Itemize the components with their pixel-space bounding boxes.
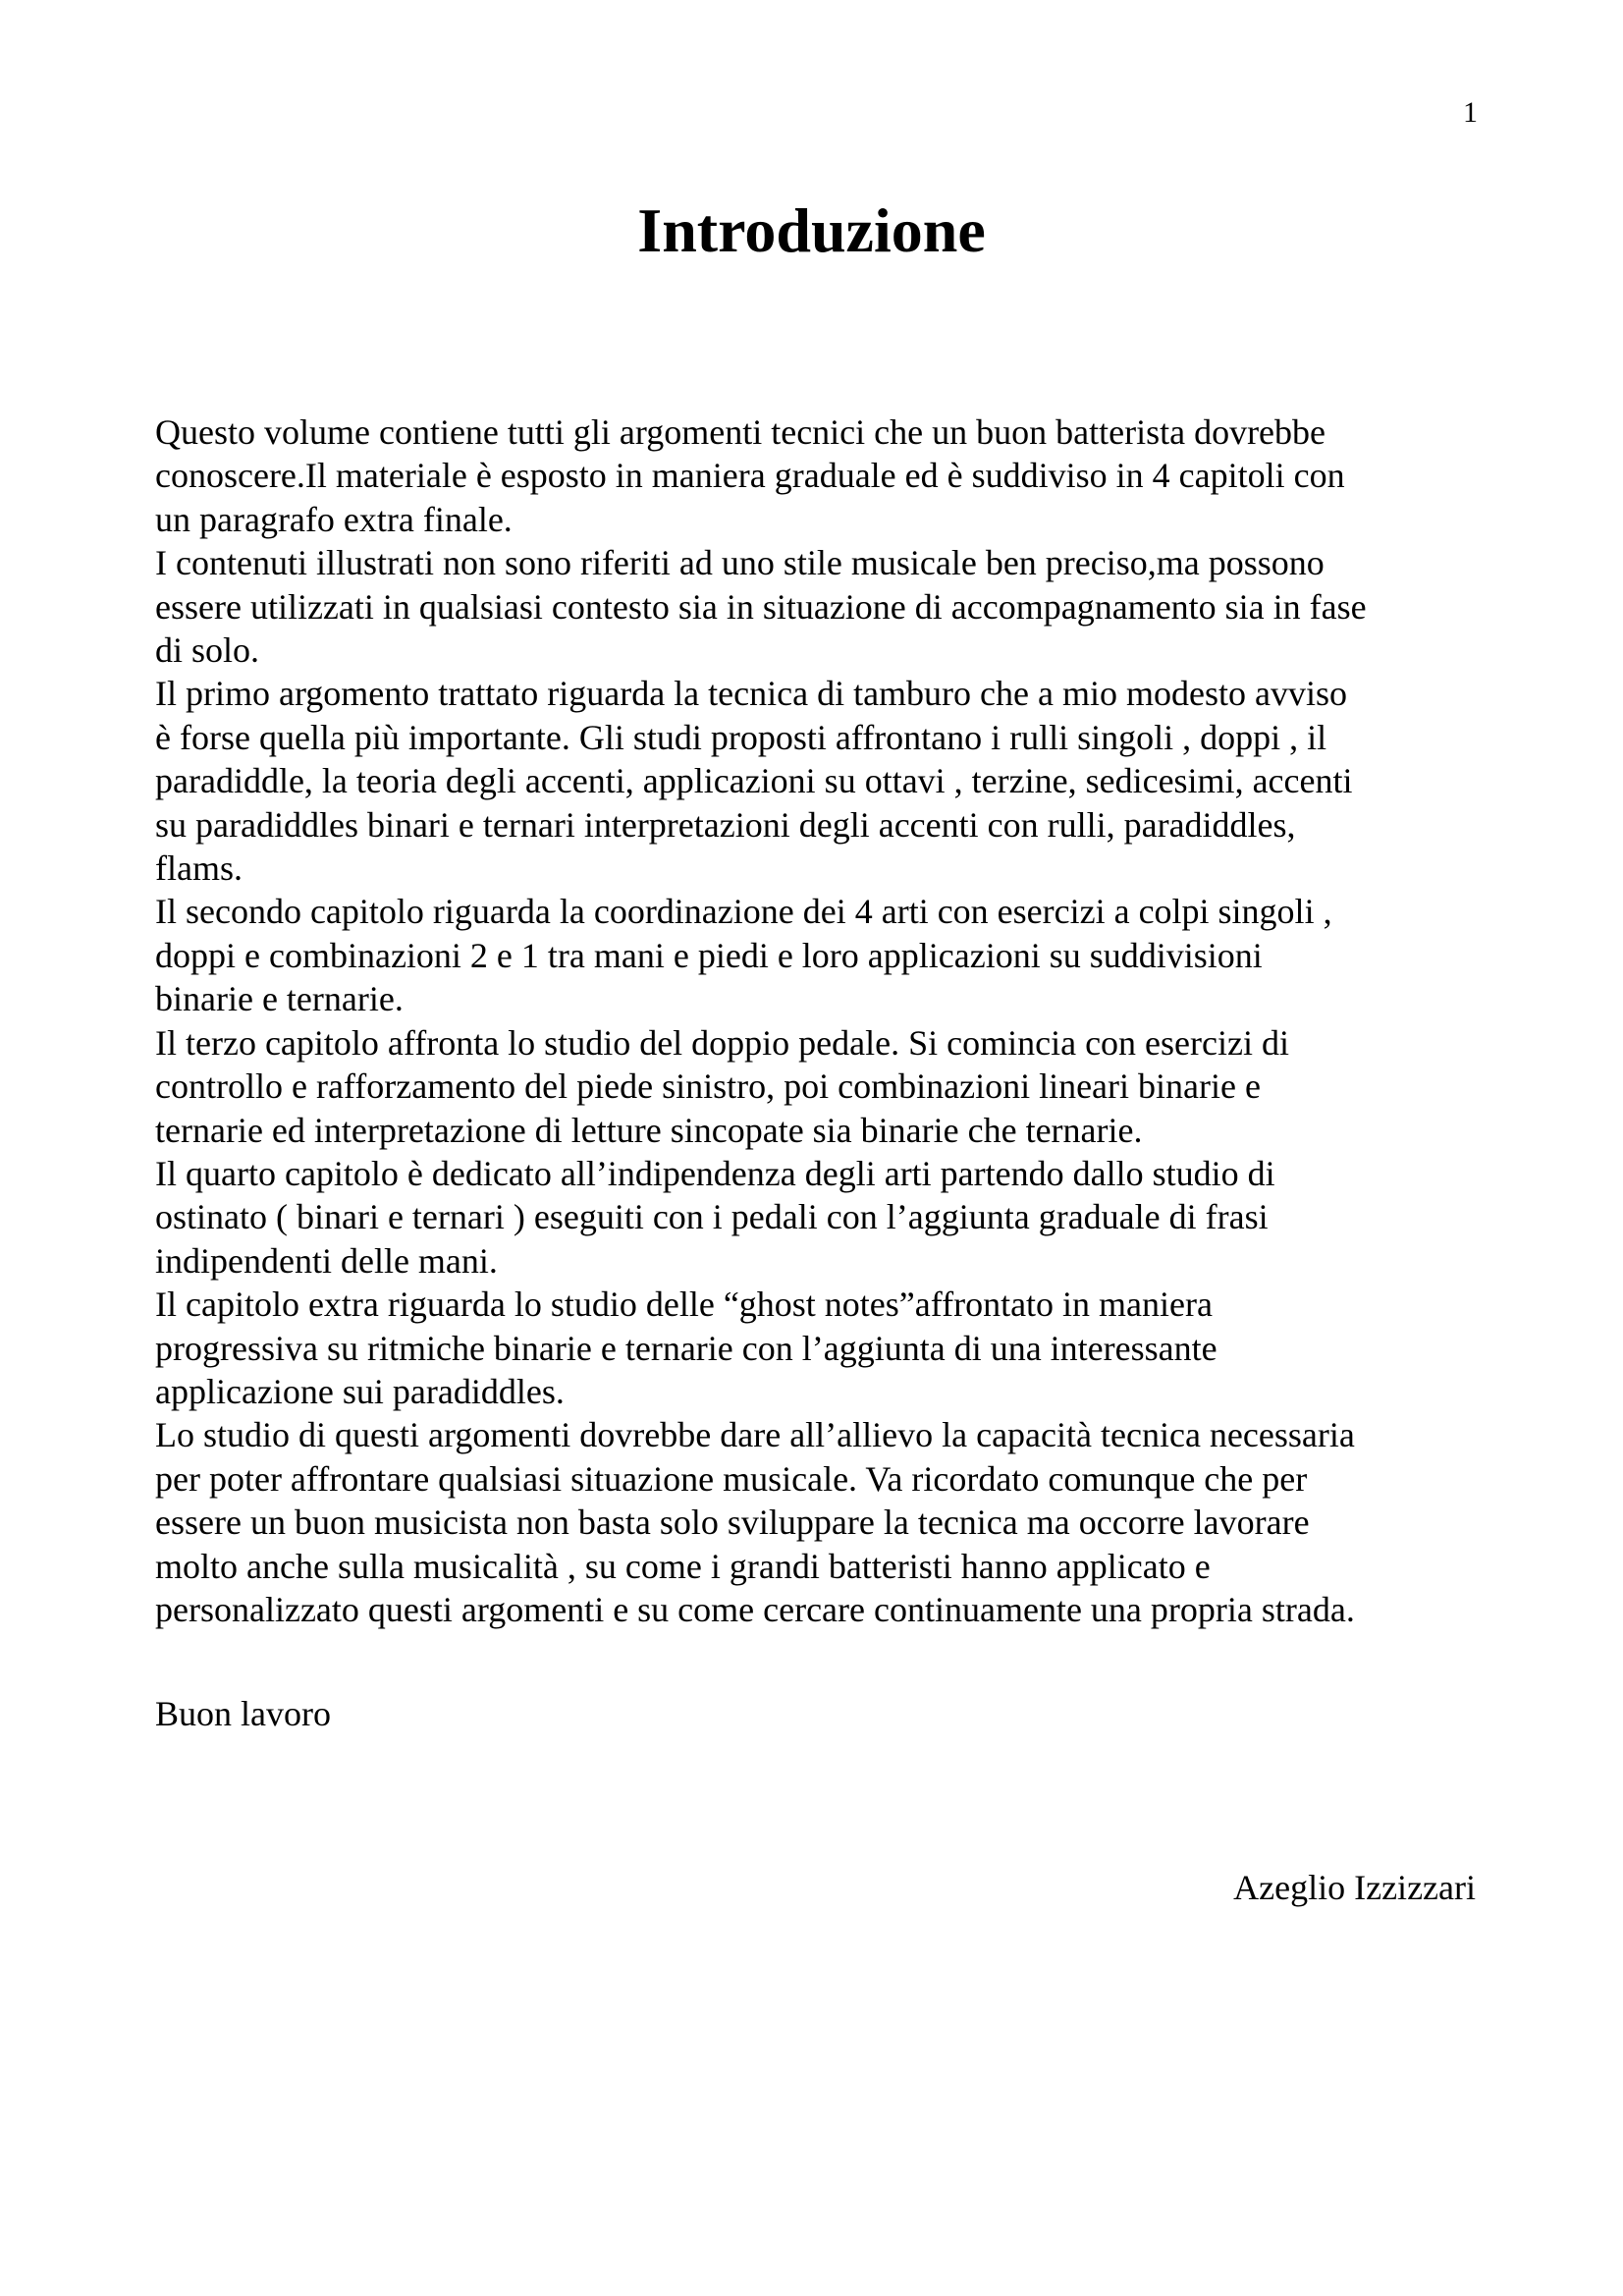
- closing-line: Buon lavoro: [155, 1694, 331, 1733]
- text-line: indipendenti delle mani.: [155, 1240, 498, 1281]
- text-line: Il primo argomento trattato riguarda la tecnica di tamburo che a mio modesto avviso: [155, 674, 1347, 714]
- text-line: Il capitolo extra riguarda lo studio delle “ghost notes”affrontato in maniera: [155, 1285, 1213, 1325]
- text-line: di solo.: [155, 630, 260, 671]
- text-line: paradiddle, la teoria degli accenti, applicazioni su ottavi , terzine, sedicesimi, accenti: [155, 761, 1353, 801]
- text-line: ostinato ( binari e ternari ) eseguiti con i pedali con l’aggiunta graduale di frasi: [155, 1197, 1269, 1237]
- text-line: Il terzo capitolo affronta lo studio del doppio pedale. Si comincia con esercizi di: [155, 1022, 1289, 1063]
- page-number: 1: [1463, 96, 1478, 129]
- text-line: è forse quella più importante. Gli studi proposti affrontano i rulli singoli , doppi , il: [155, 717, 1327, 757]
- text-line: controllo e rafforzamento del piede sinistro, poi combinazioni lineari binarie e: [155, 1066, 1261, 1107]
- text-line: conoscere.Il materiale è esposto in maniera graduale ed è suddiviso in 4 capitoli con: [155, 456, 1345, 496]
- text-line: Il quarto capitolo è dedicato all’indipendenza degli arti partendo dallo studio di: [155, 1153, 1275, 1193]
- author-signature: Azeglio Izzizzari: [1233, 1868, 1476, 1907]
- text-line: essere utilizzati in qualsiasi contesto sia in situazione di accompagnamento sia in fase: [155, 586, 1367, 627]
- text-line: I contenuti illustrati non sono riferiti ad uno stile musicale ben preciso,ma possono: [155, 543, 1325, 583]
- text-line: binarie e ternarie.: [155, 979, 404, 1019]
- text-line: Lo studio di questi argomenti dovrebbe dare all’allievo la capacità tecnica necessaria: [155, 1415, 1355, 1455]
- text-line: ternarie ed interpretazione di letture sincopate sia binarie che ternarie.: [155, 1110, 1143, 1150]
- text-line: Questo volume contiene tutti gli argomenti tecnici che un buon batterista dovrebbe: [155, 412, 1326, 452]
- text-line: doppi e combinazioni 2 e 1 tra mani e piedi e loro applicazioni su suddivisioni: [155, 935, 1263, 975]
- text-line: flams.: [155, 848, 243, 889]
- text-line: essere un buon musicista non basta solo sviluppare la tecnica ma occorre lavorare: [155, 1503, 1310, 1543]
- text-line: su paradiddles binari e ternari interpretazioni degli accenti con rulli, paradiddles,: [155, 804, 1296, 845]
- page-title: Introduzione: [637, 195, 986, 265]
- text-line: progressiva su ritmiche binarie e ternarie con l’aggiunta di una interessante: [155, 1328, 1217, 1368]
- text-line: personalizzato questi argomenti e su come cercare continuamente una propria strada.: [155, 1589, 1355, 1629]
- text-line: applicazione sui paradiddles.: [155, 1371, 565, 1411]
- text-line: un paragrafo extra finale.: [155, 499, 513, 539]
- body-text: [155, 410, 1490, 1631]
- text-line: Il secondo capitolo riguarda la coordinazione dei 4 arti con esercizi a colpi singoli ,: [155, 892, 1332, 932]
- text-line: per poter affrontare qualsiasi situazione musicale. Va ricordato comunque che per: [155, 1458, 1308, 1499]
- text-line: molto anche sulla musicalità , su come i grandi batteristi hanno applicato e: [155, 1546, 1211, 1586]
